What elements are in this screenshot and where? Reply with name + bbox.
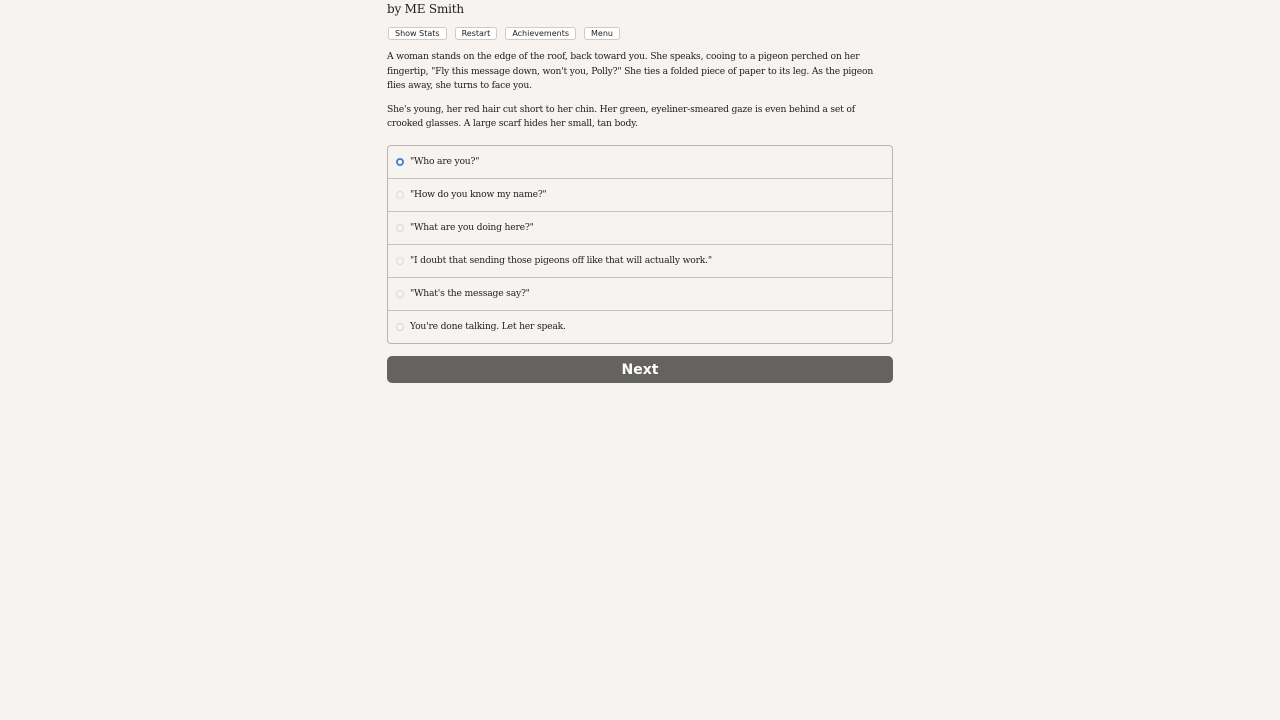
choice-option[interactable] (388, 277, 892, 310)
choice-option[interactable] (388, 211, 892, 244)
game-content (387, 0, 893, 383)
choice-label: "What are you doing here?" (410, 222, 534, 234)
choice-label: "I doubt that sending those pigeons off like that will actually work." (410, 255, 712, 267)
restart-button[interactable]: Restart (455, 27, 498, 40)
menu-button[interactable]: Menu (584, 27, 620, 40)
radio-icon[interactable] (396, 191, 404, 199)
toolbar (387, 27, 893, 40)
choice-label: "What's the message say?" (410, 288, 530, 300)
choice-option[interactable] (388, 244, 892, 277)
radio-icon[interactable] (396, 323, 404, 331)
choice-list (387, 145, 893, 344)
story-text (387, 50, 893, 132)
choice-label: You're done talking. Let her speak. (410, 321, 566, 333)
choice-option[interactable] (388, 146, 892, 178)
author-byline: by ME Smith (387, 2, 464, 16)
choice-label: "How do you know my name?" (410, 189, 547, 201)
radio-icon[interactable] (396, 224, 404, 232)
story-paragraph: A woman stands on the edge of the roof, back toward you. She speaks, cooing to a pigeon perched on her fingertip, "Fly this message down, won't you, Polly?" She ties a folded piece of paper to its leg. As the pigeon flies away, she turns to face you. (387, 51, 874, 92)
radio-icon[interactable] (396, 257, 404, 265)
choice-label: "Who are you?" (410, 156, 480, 168)
radio-icon[interactable] (396, 290, 404, 298)
next-button[interactable]: Next (387, 356, 893, 383)
choice-option[interactable] (388, 178, 892, 211)
story-paragraph: She's young, her red hair cut short to her chin. Her green, eyeliner-smeared gaze is even behind a set of crooked glasses. A large scarf hides her small, tan body. (387, 103, 855, 130)
choice-option[interactable] (388, 310, 892, 343)
show-stats-button[interactable]: Show Stats (388, 27, 447, 40)
achievements-button[interactable]: Achievements (505, 27, 576, 40)
radio-selected-icon[interactable] (396, 158, 404, 166)
